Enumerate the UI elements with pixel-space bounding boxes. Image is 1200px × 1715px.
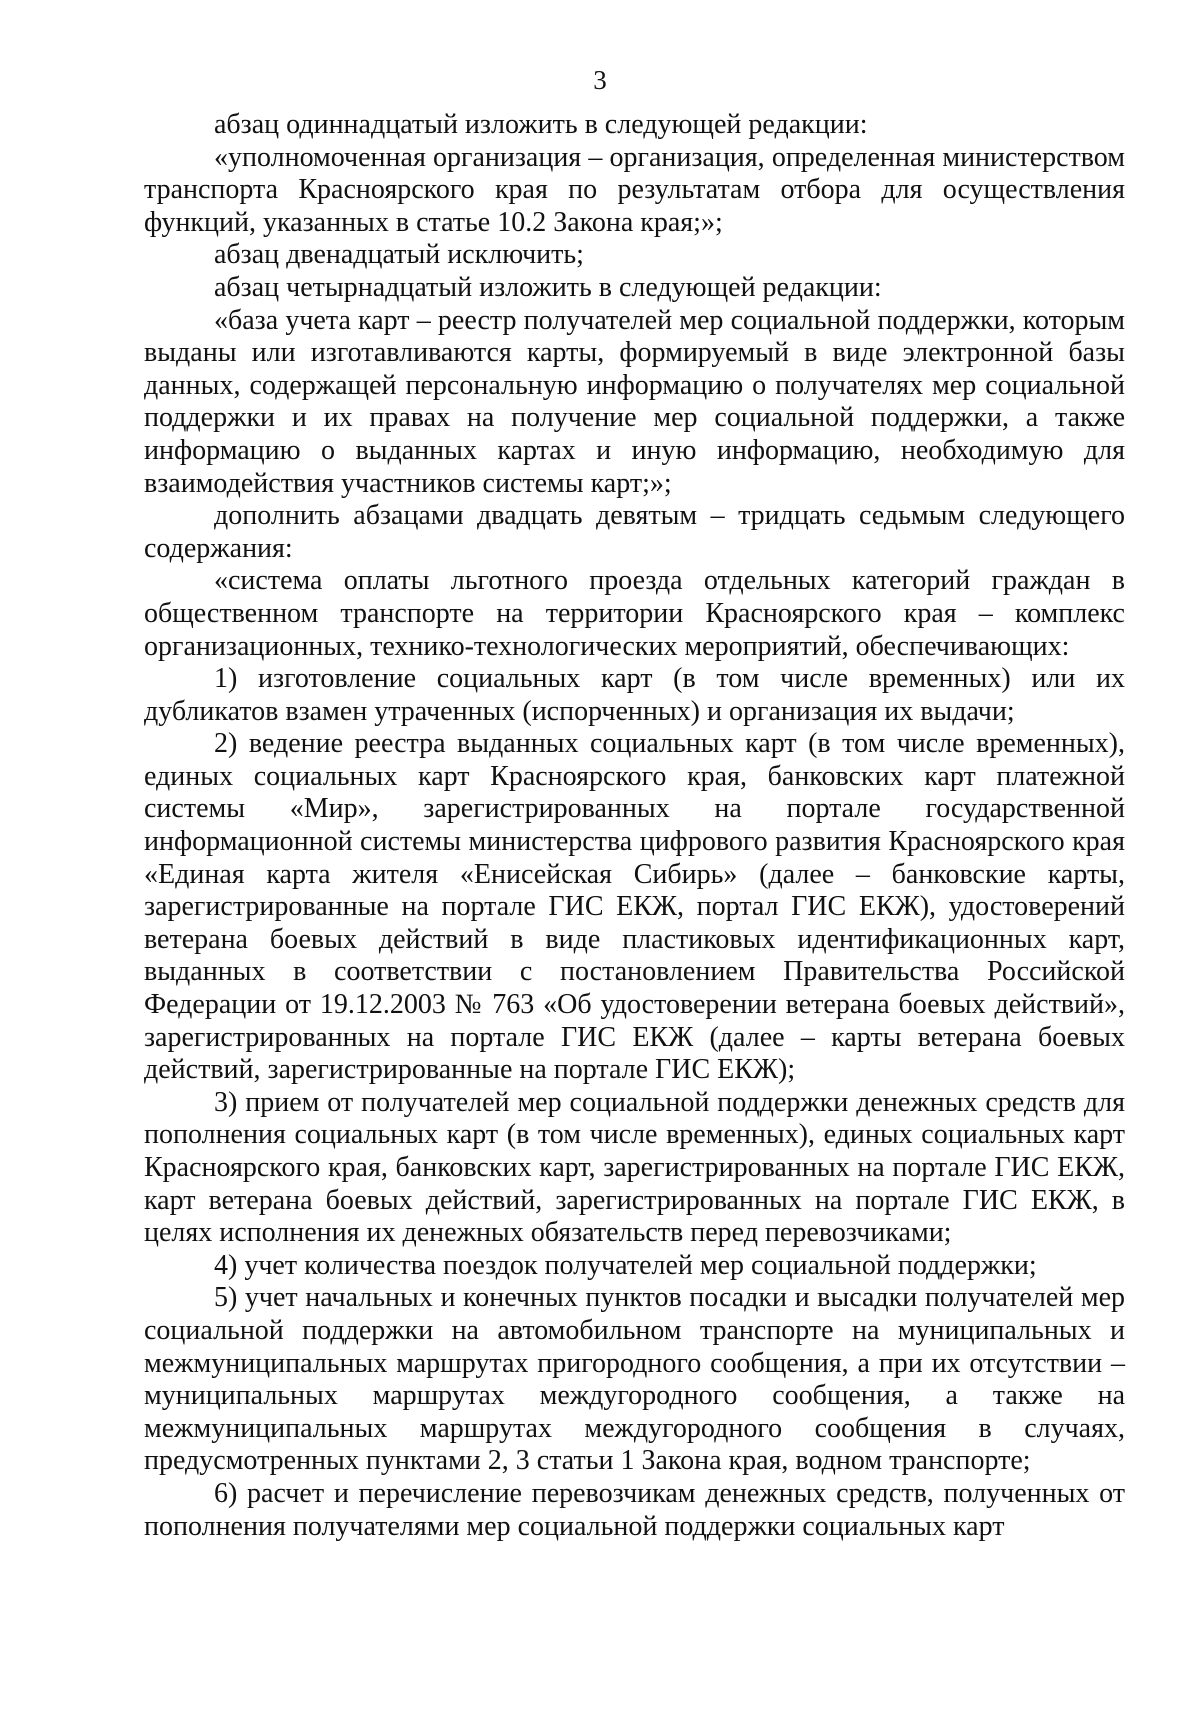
paragraph: «база учета карт – реестр получателей мер социальной поддержки, которым выданы или изготавливаются карты, формируемый в виде электронной базы данных, содержащей персональную информацию о получателях мер социальной поддержки и их правах на получение мер социальной поддержки, а также информацию о выданных картах и иную информацию, необходимую для взаимодействия участников системы карт;»; (144, 304, 1125, 499)
list-item: 5) учет начальных и конечных пунктов посадки и высадки получателей мер социальной поддержки на автомобильном транспорте на муниципальных и межмуниципальных маршрутах пригородного сообщения, а при их отсутствии – муниципальных маршрутах междугородного сообщения, а также на межмуниципальных маршрутах междугородного сообщения в случаях, предусмотренных пунктами 2, 3 статьи 1 Закона края, водном транспорте; (144, 1282, 1125, 1477)
list-item: 3) прием от получателей мер социальной поддержки денежных средств для пополнения социальных карт (в том числе временных), единых социальных карт Красноярского края, банковских карт, зарегистрированных на портале ГИС ЕКЖ, карт ветерана боевых действий, зарегистрированных на портале ГИС ЕКЖ, в целях исполнения их денежных обязательств перед перевозчиками; (144, 1086, 1125, 1249)
paragraph: дополнить абзацами двадцать девятым – тридцать седьмым следующего содержания: (144, 500, 1125, 564)
page-number: 3 (593, 65, 607, 95)
document-body (144, 109, 1125, 1543)
paragraph: абзац двенадцатый исключить; (214, 239, 584, 271)
paragraph: «уполномоченная организация – организация, определенная министерством транспорта Красноярского края по результатам отбора для осуществления функций, указанных в статье 10.2 Закона края;»; (144, 141, 1125, 238)
paragraph: «система оплаты льготного проезда отдельных категорий граждан в общественном транспорте на территории Красноярского края – комплекс организационных, технико-технологических мероприятий, обеспечивающих: (144, 565, 1125, 662)
list-item: 1) изготовление социальных карт (в том числе временных) или их дубликатов взамен утраченных (испорченных) и организация их выдачи; (144, 663, 1125, 727)
list-item: 2) ведение реестра выданных социальных карт (в том числе временных), единых социальных карт Красноярского края, банковских карт платежной системы «Мир», зарегистрированных на портале государственной информационной системы министерства цифрового развития Красноярского края «Единая карта жителя «Енисейская Сибирь» (далее – банковские карты, зарегистрированные на портале ГИС ЕКЖ, портал ГИС ЕКЖ), удостоверений ветерана боевых действий в виде пластиковых идентификационных карт, выданных в соответствии с постановлением Правительства Российской Федерации от 19.12.2003 № 763 «Об удостоверении ветерана боевых действий», зарегистрированных на портале ГИС ЕКЖ (далее – карты ветерана боевых действий, зарегистрированные на портале ГИС ЕКЖ); (144, 728, 1125, 1086)
list-item: 6) расчет и перечисление перевозчикам денежных средств, полученных от пополнения получателями мер социальной поддержки социальных карт (144, 1477, 1125, 1542)
paragraph: абзац одиннадцатый изложить в следующей редакции: (214, 109, 868, 140)
paragraph: абзац четырнадцатый изложить в следующей редакции: (214, 271, 882, 303)
list-item: 4) учет количества поездок получателей мер социальной поддержки; (214, 1249, 1037, 1281)
